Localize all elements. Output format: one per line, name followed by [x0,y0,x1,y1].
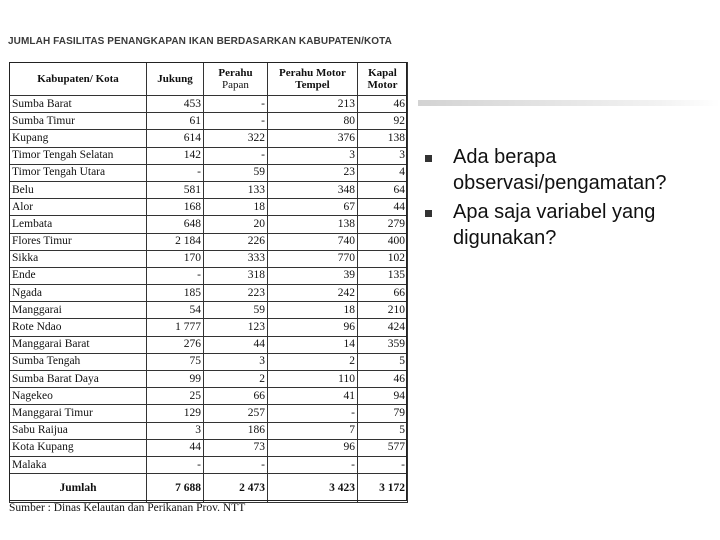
cell-perahu-motor: 213 [268,96,358,113]
cell-kapal-motor: 400 [358,233,408,250]
cell-perahu-motor: 80 [268,113,358,130]
cell-perahu-motor: 376 [268,130,358,147]
total-jukung: 7 688 [147,474,204,503]
cell-jukung: 453 [147,96,204,113]
cell-perahu-papan: - [204,96,268,113]
cell-kabupaten: Sumba Tengah [10,353,147,370]
cell-kabupaten: Manggarai [10,302,147,319]
question-list [425,144,717,254]
cell-perahu-motor: 23 [268,164,358,181]
cell-kabupaten: Nagekeo [10,388,147,405]
cell-kapal-motor: 66 [358,285,408,302]
cell-jukung: 99 [147,371,204,388]
cell-perahu-papan: - [204,147,268,164]
total-label: Jumlah [10,474,147,503]
cell-kabupaten: Ngada [10,285,147,302]
cell-kabupaten: Rote Ndao [10,319,147,336]
cell-perahu-papan: 73 [204,439,268,456]
cell-jukung: 25 [147,388,204,405]
cell-jukung: 168 [147,199,204,216]
cell-jukung: 276 [147,336,204,353]
cell-perahu-motor: 242 [268,285,358,302]
cell-kabupaten: Malaka [10,456,147,473]
cell-jukung: 129 [147,405,204,422]
cell-jukung: 3 [147,422,204,439]
cell-perahu-papan: 123 [204,319,268,336]
cell-perahu-papan: 223 [204,285,268,302]
cell-kabupaten: Timor Tengah Utara [10,164,147,181]
cell-kabupaten: Kota Kupang [10,439,147,456]
question-text: Ada berapa observasi/pengamatan? [453,146,667,194]
cell-perahu-motor: 39 [268,267,358,284]
cell-jukung: 185 [147,285,204,302]
table-title: JUMLAH FASILITAS PENANGKAPAN IKAN BERDASARKAN KABUPATEN/KOTA [8,36,392,47]
cell-jukung: 75 [147,353,204,370]
question-item [425,144,717,196]
cell-kapal-motor: 3 [358,147,408,164]
cell-kabupaten: Sikka [10,250,147,267]
cell-jukung: 142 [147,147,204,164]
header-jukung: Jukung [147,63,204,96]
cell-perahu-papan: 18 [204,199,268,216]
cell-kapal-motor: 4 [358,164,408,181]
cell-jukung: 2 184 [147,233,204,250]
cell-perahu-papan: 59 [204,164,268,181]
cell-kapal-motor: 102 [358,250,408,267]
cell-jukung: 614 [147,130,204,147]
table-outer-border [9,62,407,501]
cell-kabupaten: Manggarai Timur [10,405,147,422]
total-perahu-motor: 3 423 [268,474,358,503]
cell-perahu-motor: 41 [268,388,358,405]
cell-perahu-motor: 740 [268,233,358,250]
cell-jukung: 54 [147,302,204,319]
cell-kapal-motor: 5 [358,353,408,370]
cell-perahu-papan: 226 [204,233,268,250]
cell-perahu-motor: - [268,405,358,422]
cell-kapal-motor: 577 [358,439,408,456]
cell-perahu-motor: 2 [268,353,358,370]
cell-jukung: 648 [147,216,204,233]
question-item [425,199,717,251]
cell-perahu-motor: 96 [268,319,358,336]
cell-perahu-papan: 20 [204,216,268,233]
cell-perahu-motor: 3 [268,147,358,164]
source-note: Sumber : Dinas Kelautan dan Perikanan Prov. NTT [9,502,246,514]
cell-perahu-papan: 133 [204,181,268,198]
question-text: Apa saja variabel yang digunakan? [453,201,656,249]
cell-kabupaten: Lembata [10,216,147,233]
cell-jukung: 61 [147,113,204,130]
header-perahu-papan-line1: Perahu [218,67,253,79]
cell-kabupaten: Sabu Raijua [10,422,147,439]
cell-jukung: 170 [147,250,204,267]
cell-kabupaten: Sumba Barat [10,96,147,113]
cell-jukung: - [147,164,204,181]
cell-perahu-papan: 2 [204,371,268,388]
cell-perahu-papan: 186 [204,422,268,439]
cell-kapal-motor: 279 [358,216,408,233]
cell-kapal-motor: 138 [358,130,408,147]
cell-kapal-motor: 64 [358,181,408,198]
total-perahu-papan: 2 473 [204,474,268,503]
cell-perahu-motor: 14 [268,336,358,353]
header-kapal-motor-line2: Motor [367,79,398,91]
cell-kapal-motor: 210 [358,302,408,319]
cell-kapal-motor: 135 [358,267,408,284]
cell-perahu-motor: 348 [268,181,358,198]
cell-kabupaten: Flores Timur [10,233,147,250]
cell-perahu-motor: 18 [268,302,358,319]
cell-kabupaten: Timor Tengah Selatan [10,147,147,164]
cell-perahu-papan: 318 [204,267,268,284]
cell-jukung: - [147,267,204,284]
cell-kapal-motor: - [358,456,408,473]
cell-kapal-motor: 424 [358,319,408,336]
cell-perahu-motor: 110 [268,371,358,388]
cell-perahu-motor: - [268,456,358,473]
header-perahu-papan-line2: Papan [222,79,249,91]
cell-perahu-papan: - [204,113,268,130]
square-bullet-icon [425,210,432,217]
cell-kabupaten: Ende [10,267,147,284]
header-perahu-motor-line1: Perahu Motor [279,67,346,79]
cell-kapal-motor: 46 [358,371,408,388]
cell-kabupaten: Manggarai Barat [10,336,147,353]
cell-jukung: 44 [147,439,204,456]
cell-kabupaten: Belu [10,181,147,198]
cell-perahu-papan: 66 [204,388,268,405]
cell-kapal-motor: 44 [358,199,408,216]
accent-divider [418,100,720,106]
cell-jukung: 1 777 [147,319,204,336]
cell-kapal-motor: 94 [358,388,408,405]
header-kabupaten: Kabupaten/ Kota [10,63,147,96]
cell-kabupaten: Alor [10,199,147,216]
total-kapal-motor: 3 172 [358,474,408,503]
cell-kabupaten: Sumba Barat Daya [10,371,147,388]
cell-perahu-motor: 67 [268,199,358,216]
header-perahu-motor-line2: Tempel [295,79,330,91]
header-kapal-motor-line1: Kapal [368,67,397,79]
cell-kapal-motor: 92 [358,113,408,130]
cell-perahu-papan: 257 [204,405,268,422]
square-bullet-icon [425,155,432,162]
cell-kapal-motor: 359 [358,336,408,353]
cell-perahu-motor: 96 [268,439,358,456]
cell-perahu-motor: 7 [268,422,358,439]
cell-kabupaten: Kupang [10,130,147,147]
cell-jukung: 581 [147,181,204,198]
cell-perahu-motor: 770 [268,250,358,267]
cell-perahu-papan: 322 [204,130,268,147]
cell-perahu-motor: 138 [268,216,358,233]
cell-kabupaten: Sumba Timur [10,113,147,130]
cell-jukung: - [147,456,204,473]
cell-kapal-motor: 79 [358,405,408,422]
cell-perahu-papan: - [204,456,268,473]
cell-kapal-motor: 46 [358,96,408,113]
cell-perahu-papan: 44 [204,336,268,353]
cell-kapal-motor: 5 [358,422,408,439]
cell-perahu-papan: 3 [204,353,268,370]
cell-perahu-papan: 59 [204,302,268,319]
cell-perahu-papan: 333 [204,250,268,267]
